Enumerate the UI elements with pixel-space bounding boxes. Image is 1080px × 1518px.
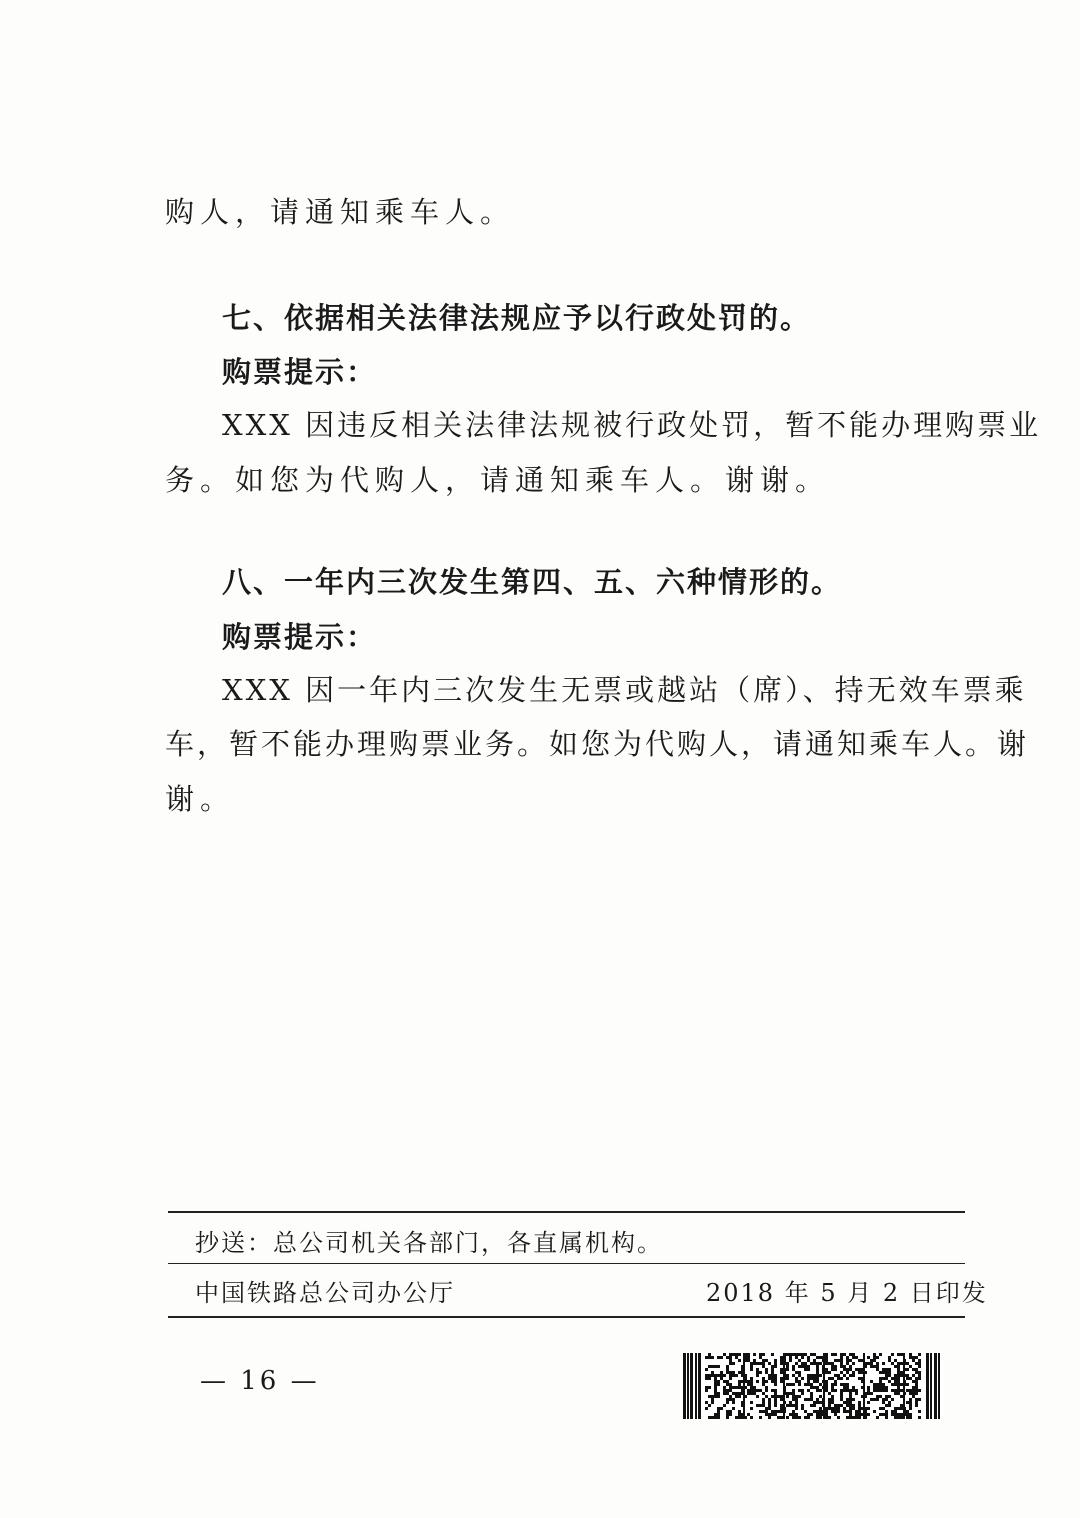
section-8-body-line-1: XXX 因一年内三次发生无票或越站（席）、持无效车票乘	[222, 673, 1027, 707]
section-8-body-line-3: 谢。	[165, 782, 236, 816]
barcode-image	[683, 1353, 943, 1419]
page-number: — 16 —	[200, 1366, 320, 1396]
section-8-heading: 八、一年内三次发生第四、五、六种情形的。	[222, 565, 843, 599]
section-8-body-line-2: 车，暂不能办理购票业务。如您为代购人，请通知乘车人。谢	[165, 727, 1030, 761]
section-7-tip-label: 购票提示：	[222, 355, 378, 389]
footer-middle-rule	[168, 1263, 965, 1264]
section-8-tip-label: 购票提示：	[222, 620, 378, 654]
issue-date: 2018 年 5 月 2 日印发	[706, 1279, 988, 1307]
section-7-heading: 七、依据相关法律法规应予以行政处罚的。	[222, 301, 812, 335]
cc-line: 抄送：总公司机关各部门，各直属机构。	[195, 1229, 663, 1257]
section-7-body-line-2: 务。如您为代购人，请通知乘车人。谢谢。	[165, 463, 831, 497]
continuation-text: 购人，请通知乘车人。	[165, 195, 516, 229]
issuer: 中国铁路总公司办公厅	[195, 1279, 455, 1307]
footer-bottom-rule	[168, 1316, 965, 1318]
footer-top-rule	[168, 1211, 965, 1213]
section-7-body-line-1: XXX 因违反相关法律法规被行政处罚，暂不能办理购票业	[222, 408, 1042, 442]
